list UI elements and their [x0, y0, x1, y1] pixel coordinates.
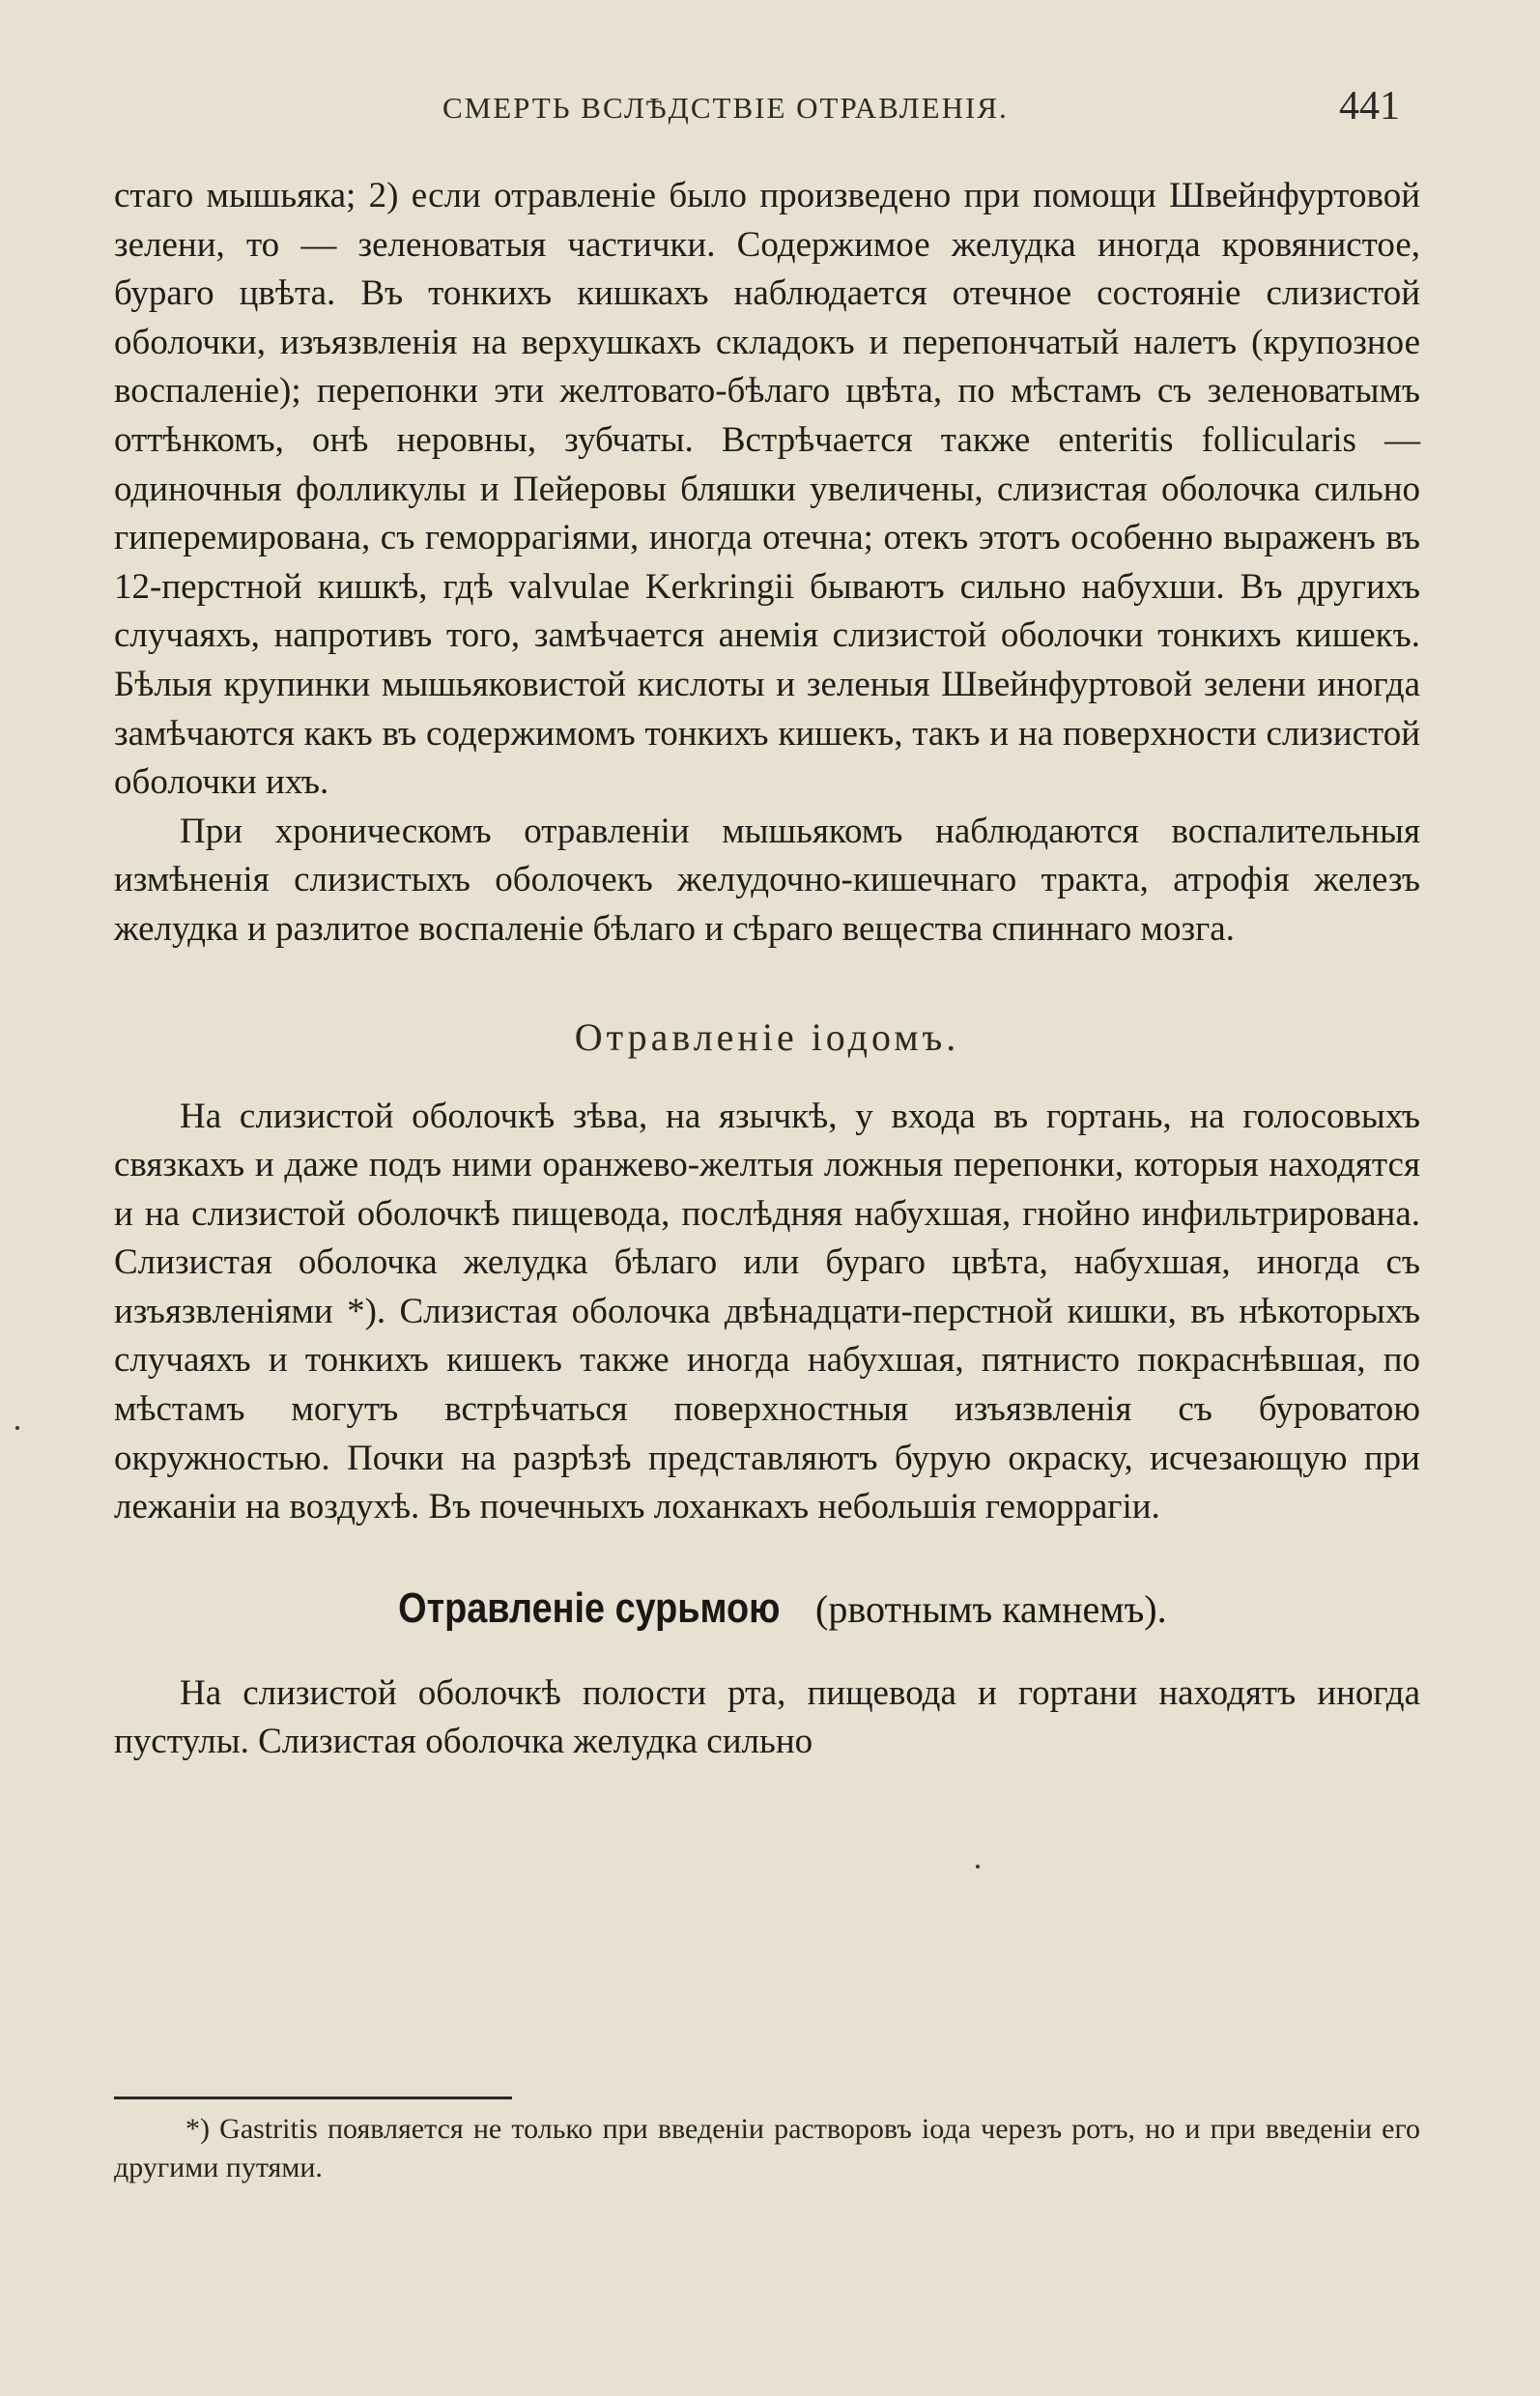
scan-speck [976, 1865, 980, 1868]
section-heading-antimony-title: Отравленіе сурьмою [398, 1583, 781, 1632]
section-heading-iodine: Отравленіе іодомъ. [574, 1014, 960, 1059]
scan-speck [15, 1426, 19, 1430]
section-heading-antimony-subtitle: (рвотнымъ камнемъ). [815, 1586, 1167, 1631]
footnotes [114, 2110, 1420, 2187]
footnote-gastritis: *) Gastritis появляется не только при введеніи растворовъ іода черезъ ротъ, но и при введеніи его другими путями. [114, 2113, 1420, 2183]
body-text [114, 172, 1420, 1767]
paragraph-arsenic-findings: стаго мышьяка; 2) если отравленіе было произведено при помощи Швейнфуртовой зелени, то — зеленоватыя частички. Содержимое желудка иногда кровянистое, бураго цвѣта. Въ тонкихъ кишкахъ наблюдается отечное состояніе слизистой оболочки, изъязвленія на верхушкахъ складокъ и перепончатый налетъ (крупозное воспаленіе); перепонки эти желтовато-бѣлаго цвѣта, по мѣстамъ съ зеленоватымъ оттѣнкомъ, онѣ неровны, зубчаты. Встрѣчается также enteritis follicularis — одиночныя фолликулы и Пейеровы бляшки увеличены, слизистая оболочка сильно гиперемирована, съ геморрагіями, иногда отечна; отекъ этотъ особенно выраженъ въ 12-перстной кишкѣ, гдѣ valvulae Kerkringii бываютъ сильно набухши. Въ другихъ случаяхъ, напротивъ того, замѣчается анемія слизистой оболочки тонкихъ кишекъ. Бѣлыя крупинки мышьяковистой кислоты и зеленыя Швейнфуртовой зелени иногда замѣчаются какъ въ содержимомъ тонкихъ кишекъ, такъ и на поверхности слизистой оболочки ихъ. [114, 176, 1420, 803]
paragraph-iodine: На слизистой оболочкѣ зѣва, на язычкѣ, у входа въ гортань, на голосовыхъ связкахъ и даже подъ ними оранжево-желтыя ложныя перепонки, которыя находятся и на слизистой оболочкѣ пищевода, послѣдняя набухшая, гнойно инфильтрирована. Слизистая оболочка желудка бѣлаго или бураго цвѣта, набухшая, иногда съ изъязвленіями *). Слизистая оболочка двѣнадцати-перстной кишки, въ нѣкоторыхъ случаяхъ и тонкихъ кишекъ также иногда набухшая, пятнисто покраснѣвшая, по мѣстамъ могутъ встрѣчаться поверхностныя изъязвленія съ буроватою окружностью. Почки на разрѣзѣ представляютъ бурую окраску, исчезающую при лежаніи на воздухѣ. Въ почечныхъ лоханкахъ небольшія геморрагіи. [114, 1096, 1420, 1527]
paragraph-chronic-arsenic: При хроническомъ отравленіи мышьякомъ наблюдаются воспалительныя измѣненія слизистыхъ оболочекъ желудочно-кишечнаго тракта, атрофія железъ желудка и разлитое воспаленіе бѣлаго и сѣраго вещества спиннаго мозга. [114, 811, 1420, 949]
page-number: 441 [1339, 84, 1400, 128]
paragraph-antimony: На слизистой оболочкѣ полости рта, пищевода и гортани находятъ иногда пустулы. Слизистая оболочка желудка сильно [114, 1672, 1420, 1762]
footnote-rule [114, 2096, 512, 2099]
running-header [114, 83, 1428, 131]
running-title: СМЕРТЬ ВСЛѢДСТВІЕ ОТРАВЛЕНІЯ. [442, 91, 1009, 125]
section-heading-antimony [114, 1584, 1420, 1633]
